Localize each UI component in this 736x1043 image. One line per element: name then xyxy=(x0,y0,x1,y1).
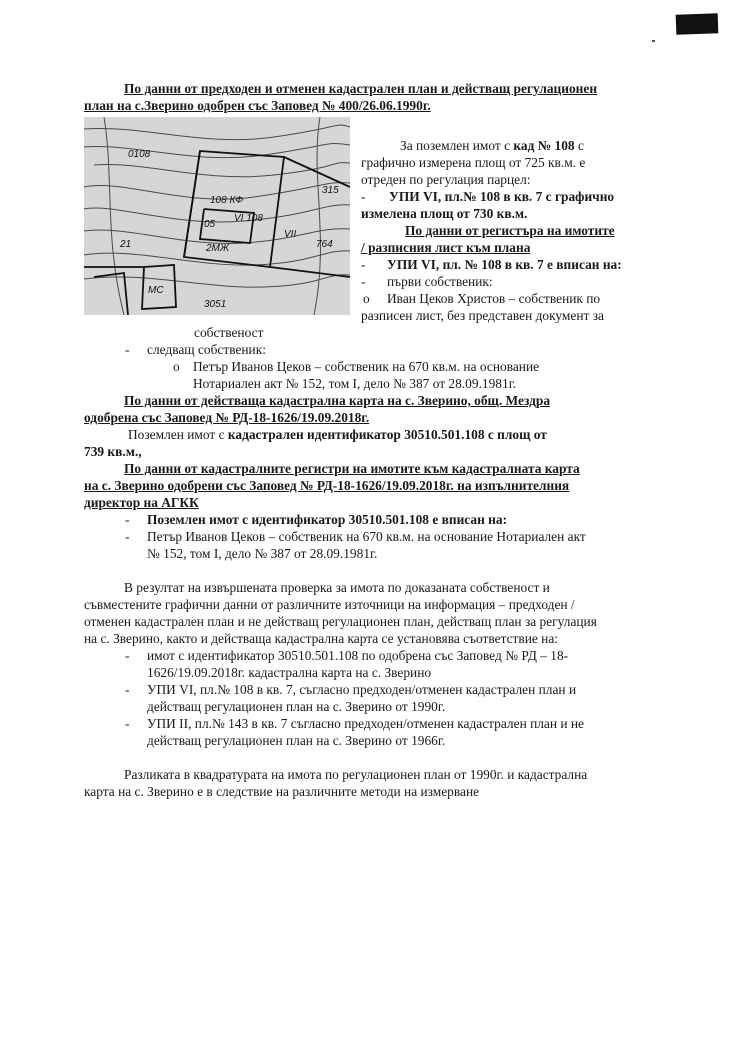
heading-cadastral-map-line1: По данни от действаща кадастрална карта на с. Зверино, общ. Мездра xyxy=(124,393,551,408)
result-item3-line1: УПИ II, пл.№ 143 в кв. 7 съгласно предходен/отменен кадастрален план и не xyxy=(147,716,585,731)
register-first-owner: първи собственик: xyxy=(387,274,493,289)
heading-registers-line3: директор на АГКК xyxy=(84,495,199,510)
register-dash-1: - xyxy=(361,257,366,272)
owner1-line1: Иван Цеков Христов – собственик по xyxy=(387,291,601,306)
result-item2-line2: действащ регулационен план на с. Зверино от 1990г. xyxy=(147,699,446,714)
parcel-intro-line3: отреден по регулация парцел: xyxy=(361,172,531,187)
register-dash-3: - xyxy=(125,342,130,357)
result-item2-line1: УПИ VI, пл.№ 108 в кв. 7, съгласно предходен/отменен кадастрален план и xyxy=(147,682,577,697)
cadastral-map-excerpt xyxy=(84,117,350,315)
heading-register-line1: По данни от регистъра на имотите xyxy=(405,223,615,238)
map-label-764: 764 xyxy=(316,239,333,250)
result-line1: В резултат на извършената проверка за имота по доказаната собственост и xyxy=(124,580,550,595)
difference-line1: Разликата в квадратурата на имота по регулационен план от 1990г. и кадастрална xyxy=(124,767,588,782)
map-label-vii: VII xyxy=(284,229,297,240)
heading-cadastral-map-line2: одобрена със Заповед № РД-18-1626/19.09.2018г. xyxy=(84,410,370,425)
register-bullet-1: o xyxy=(363,291,370,306)
heading-registers-line1: По данни от кадастралните регистри на имотите към кадастралната карта xyxy=(124,461,580,476)
parcel-intro-line2: графично измерена площ от 725 кв.м. е xyxy=(361,155,586,170)
map-label-2mzh: 2МЖ xyxy=(206,243,230,254)
registers-dash-2: - xyxy=(125,529,130,544)
register-upi-entered: УПИ VI, пл. № 108 в кв. 7 е вписан на: xyxy=(387,257,622,272)
result-dash-3: - xyxy=(125,716,130,731)
map-label-3051: 3051 xyxy=(204,299,227,310)
map-label-vi: VI 108 xyxy=(234,213,263,224)
map-label-ms: МС xyxy=(148,285,164,296)
owner2-line2: Нотариален акт № 152, том I, дело № 387 от 28.09.1981г. xyxy=(193,376,517,391)
register-dash-2: - xyxy=(361,274,366,289)
result-item3-line2: действащ регулационен план на с. Зверино от 1966г. xyxy=(147,733,446,748)
registers-item1: Поземлен имот с идентификатор 30510.501.108 е вписан на: xyxy=(147,512,508,527)
parcel-intro-line1: За поземлен имот с кад № 108 с xyxy=(400,138,584,153)
owner2-line1: Петър Иванов Цеков – собственик на 670 кв.м. на основание xyxy=(193,359,540,374)
registers-item2-line2: № 152, том I, дело № 387 от 28.09.1981г. xyxy=(147,546,378,561)
upi-vi-line2: измелена площ от 730 кв.м. xyxy=(361,206,528,221)
map-label-05: 05 xyxy=(204,219,216,230)
register-bullet-2: o xyxy=(173,359,180,374)
result-item1-line2: 1626/19.09.2018г. кадастрална карта на с. Зверино xyxy=(147,665,432,680)
heading-previous-plan-line2: план на с.Зверино одобрен със Заповед № 400/26.06.1990г. xyxy=(84,98,431,113)
heading-register-line2: / разписния лист към плана xyxy=(361,240,531,255)
upi-dash: - xyxy=(361,189,366,204)
upi-vi-line1: УПИ VI, пл.№ 108 в кв. 7 с графично xyxy=(389,189,615,204)
difference-line2: карта на с. Зверино е в следствие на различните методи на измерване xyxy=(84,784,480,799)
result-line2: съвместените графични данни от различните източници на информация – предходен / xyxy=(84,597,575,612)
map-label-0108: 0108 xyxy=(128,149,151,160)
result-line3: отменен кадастрален план и не действащ регулационен план, действащ план за регулация xyxy=(84,614,597,629)
redaction-mark xyxy=(676,13,719,34)
result-item1-line1: имот с идентификатор 30510.501.108 по одобрена със Заповед № РД – 18- xyxy=(147,648,569,663)
result-dash-2: - xyxy=(125,682,130,697)
owner1-line3: собственост xyxy=(194,325,264,340)
cadastral-map-drawing xyxy=(84,117,350,315)
register-current-owner: следващ собственик: xyxy=(147,342,266,357)
map-label-315: 315 xyxy=(322,185,339,196)
map-label-21: 21 xyxy=(120,239,132,250)
heading-registers-line2: на с. Зверино одобрени със Заповед № РД-18-1626/19.09.2018г. на изпълнителния xyxy=(84,478,570,493)
heading-previous-plan-line1: По данни от предходен и отменен кадастрален план и действащ регулационен xyxy=(124,81,598,96)
map-label-108: 108 КФ xyxy=(210,195,244,206)
cadastral-identifier-line1: Поземлен имот с кадастрален идентификатор 30510.501.108 с площ от xyxy=(128,427,547,442)
registers-item2-line1: Петър Иванов Цеков – собственик на 670 кв.м. на основание Нотариален акт xyxy=(147,529,586,544)
result-line4: на с. Зверино, както и действаща кадастрална карта се установява съответствие на: xyxy=(84,631,559,646)
result-dash-1: - xyxy=(125,648,130,663)
cadastral-identifier-line2: 739 кв.м., xyxy=(84,444,142,459)
registers-dash-1: - xyxy=(125,512,130,527)
scan-speck xyxy=(652,40,655,42)
owner1-line2: разписен лист, без представен документ за xyxy=(361,308,604,323)
